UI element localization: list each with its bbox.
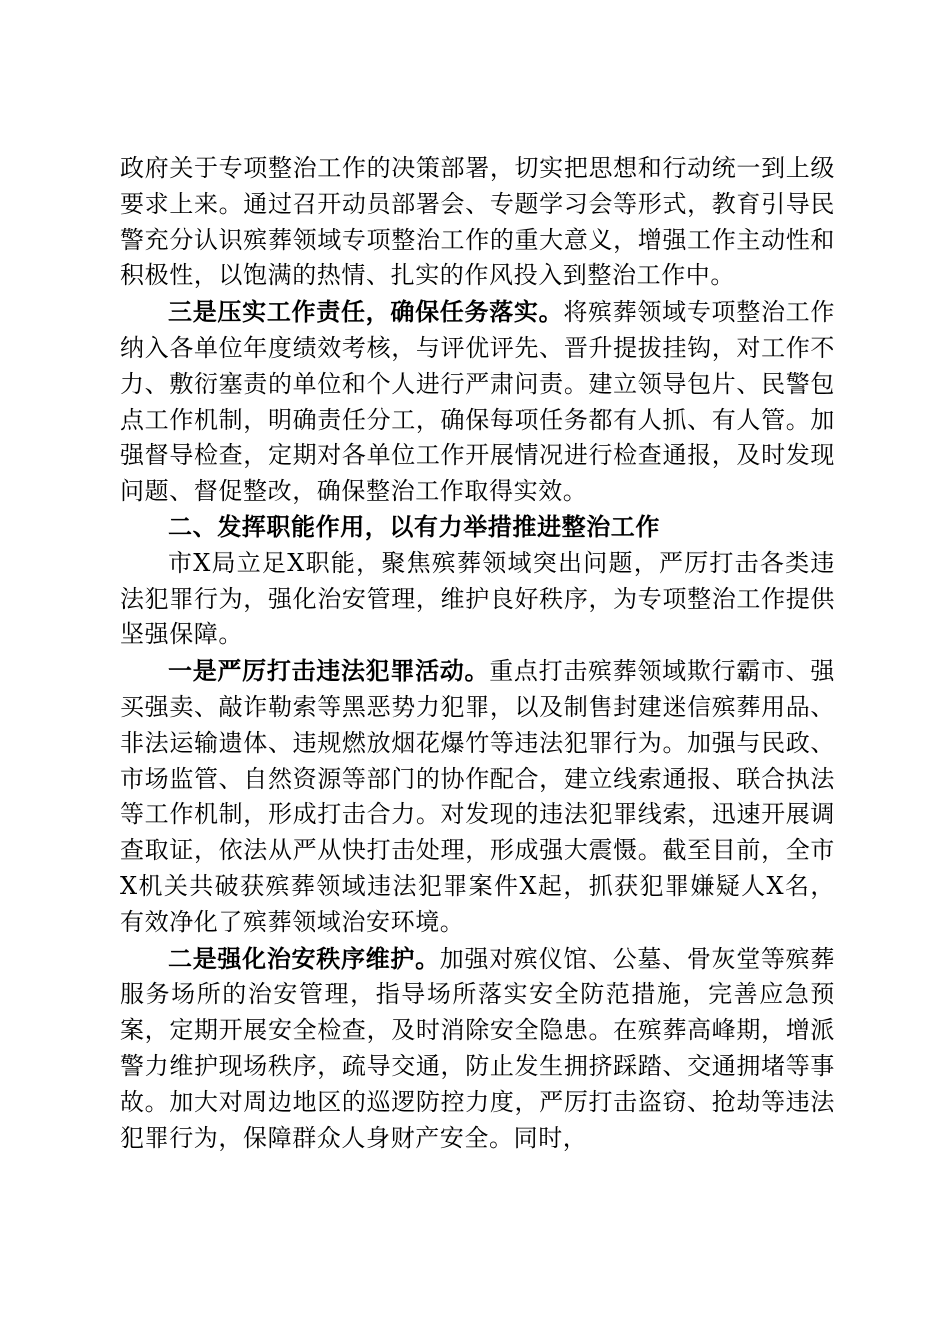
paragraph-order bbox=[120, 941, 835, 1157]
paragraph-lead: 一是严厉打击违法犯罪活动。 bbox=[168, 656, 490, 686]
document-body bbox=[120, 151, 835, 1156]
paragraph-text: 政府关于专项整治工作的决策部署，切实把思想和行动统一到上级要求上来。通过召开动员部署会、专题学习会等形式，教育引导民警充分认识殡葬领域专项整治工作的重大意义，增强工作主动性和积极性，以饱满的热情、扎实的作风投入到整治工作中。 bbox=[120, 154, 835, 290]
paragraph-text: 将殡葬领域专项整治工作纳入各单位年度绩效考核，与评优评先、晋升提拔挂钩，对工作不力、敷衍塞责的单位和个人进行严肃问责。建立领导包片、民警包点工作机制，明确责任分工，确保每项任务都有人抓、有人管。加强督导检查，定期对各单位工作开展情况进行检查通报，及时发现问题、督促整改，确保整治工作取得实效。 bbox=[120, 298, 835, 506]
paragraph-text: 市X局立足X职能，聚焦殡葬领域突出问题，严厉打击各类违法犯罪行为，强化治安管理，维护良好秩序，为专项整治工作提供坚强保障。 bbox=[120, 548, 835, 649]
paragraph-lead: 二是强化治安秩序维护。 bbox=[168, 943, 440, 973]
paragraph-continuation bbox=[120, 151, 835, 294]
paragraph-text: 加强对殡仪馆、公墓、骨灰堂等殡葬服务场所的治安管理，指导场所落实安全防范措施，完善应急预案，定期开展安全检查，及时消除安全隐患。在殡葬高峰期，增派警力维护现场秩序，疏导交通，防止发生拥挤踩踏、交通拥堵等事故。加大对周边地区的巡逻防控力度，严厉打击盗窃、抢劫等违法犯罪行为，保障群众人身财产安全。同时， bbox=[120, 944, 835, 1152]
section-heading: 二、发挥职能作用，以有力举措推进整治工作 bbox=[168, 512, 660, 541]
paragraph-crackdown bbox=[120, 653, 835, 940]
paragraph-intro bbox=[120, 546, 835, 653]
paragraph-text: 重点打击殡葬领域欺行霸市、强买强卖、敲诈勒索等黑恶势力犯罪，以及制售封建迷信殡葬用品、非法运输遗体、违规燃放烟花爆竹等违法犯罪行为。加强与民政、市场监管、自然资源等部门的协作配合，建立线索通报、联合执法等工作机制，形成打击合力。对发现的违法犯罪线索，迅速开展调查取证，依法从严从快打击处理，形成强大震慑。截至目前，全市X机关共破获殡葬领域违法犯罪案件X起，抓获犯罪嫌疑人X名，有效净化了殡葬领域治安环境。 bbox=[120, 657, 835, 936]
paragraph-responsibility bbox=[120, 294, 835, 510]
paragraph-lead: 三是压实工作责任，确保任务落实。 bbox=[168, 297, 564, 327]
